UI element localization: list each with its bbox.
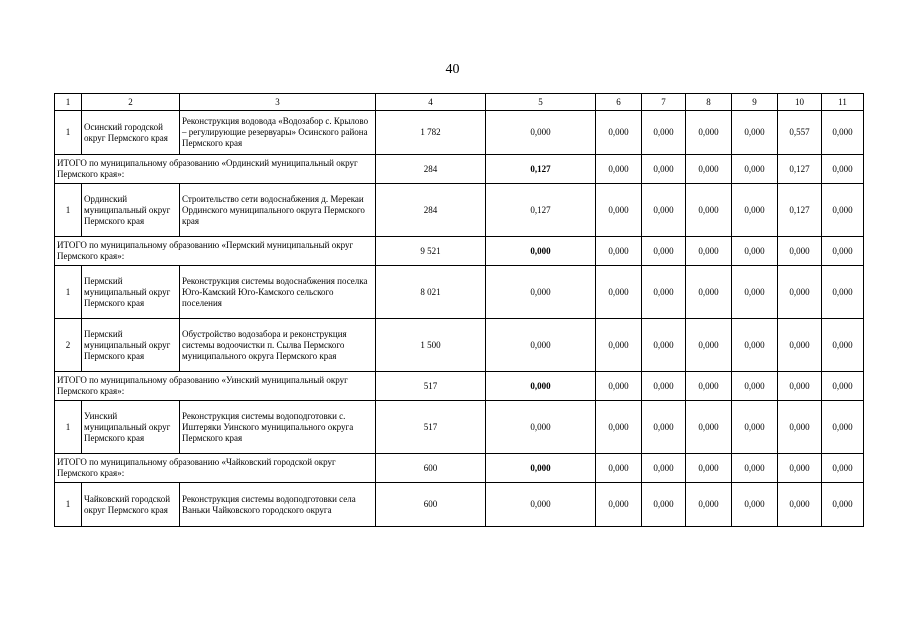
value-cell: 0,000 xyxy=(486,111,596,155)
value-cell: 0,000 xyxy=(486,372,596,401)
table-row xyxy=(55,266,864,319)
column-header: 3 xyxy=(180,94,376,111)
value-cell: 0,000 xyxy=(732,155,778,184)
object-cell: Реконструкция системы водоподготовки села Ваньки Чайковского городского округа xyxy=(180,483,376,527)
value-cell: 0,000 xyxy=(686,111,732,155)
value-cell: 0,000 xyxy=(778,319,822,372)
value-cell: 0,000 xyxy=(486,483,596,527)
row-number: 1 xyxy=(55,111,82,155)
value-cell: 0,000 xyxy=(822,155,864,184)
value-cell: 0,000 xyxy=(686,454,732,483)
column-header: 8 xyxy=(686,94,732,111)
total-row xyxy=(55,237,864,266)
municipality-cell: Ординский муниципальный округ Пермского края xyxy=(82,184,180,237)
object-cell: Реконструкция системы водоснабжения поселка Юго-Камский Юго-Камского сельского поселения xyxy=(180,266,376,319)
municipality-cell: Пермский муниципальный округ Пермского края xyxy=(82,319,180,372)
value-cell: 0,000 xyxy=(732,266,778,319)
value-cell: 0,000 xyxy=(732,111,778,155)
page-number: 40 xyxy=(445,62,460,77)
value-cell: 0,127 xyxy=(778,155,822,184)
value-cell: 0,000 xyxy=(778,483,822,527)
value-cell: 0,000 xyxy=(686,266,732,319)
value-cell: 0,000 xyxy=(642,111,686,155)
total-row xyxy=(55,454,864,483)
total-row xyxy=(55,372,864,401)
row-number: 2 xyxy=(55,319,82,372)
value-cell: 0,557 xyxy=(778,111,822,155)
table-row xyxy=(55,401,864,454)
value-cell: 0,000 xyxy=(596,401,642,454)
municipality-cell: Осинский городской округ Пермского края xyxy=(82,111,180,155)
value-cell: 0,000 xyxy=(732,319,778,372)
municipality-cell: Чайковский городской округ Пермского края xyxy=(82,483,180,527)
object-cell: Обустройство водозабора и реконструкция системы водоочистки п. Сылва Пермского муниципального округа Пермского края xyxy=(180,319,376,372)
value-cell: 284 xyxy=(376,155,486,184)
value-cell: 0,000 xyxy=(732,401,778,454)
value-cell: 0,000 xyxy=(732,237,778,266)
row-number: 1 xyxy=(55,401,82,454)
value-cell: 1 782 xyxy=(376,111,486,155)
total-row xyxy=(55,155,864,184)
value-cell: 0,000 xyxy=(486,266,596,319)
value-cell: 1 500 xyxy=(376,319,486,372)
column-header: 5 xyxy=(486,94,596,111)
value-cell: 8 021 xyxy=(376,266,486,319)
value-cell: 0,000 xyxy=(642,401,686,454)
object-cell: Строительство сети водоснабжения д. Мерекаи Ординского муниципального округа Пермского края xyxy=(180,184,376,237)
column-header: 10 xyxy=(778,94,822,111)
value-cell: 0,000 xyxy=(732,372,778,401)
value-cell: 0,000 xyxy=(686,184,732,237)
municipality-cell: Пермский муниципальный округ Пермского края xyxy=(82,266,180,319)
header-row xyxy=(55,94,864,111)
value-cell: 0,000 xyxy=(686,401,732,454)
value-cell: 0,000 xyxy=(822,454,864,483)
value-cell: 0,000 xyxy=(486,319,596,372)
column-header: 2 xyxy=(82,94,180,111)
value-cell: 0,000 xyxy=(642,266,686,319)
total-label: ИТОГО по муниципальному образованию «Ординский муниципальный округ Пермского края»: xyxy=(55,155,376,184)
table-row xyxy=(55,319,864,372)
value-cell: 9 521 xyxy=(376,237,486,266)
value-cell: 0,000 xyxy=(778,266,822,319)
value-cell: 0,000 xyxy=(732,454,778,483)
row-number: 1 xyxy=(55,266,82,319)
value-cell: 0,000 xyxy=(822,401,864,454)
row-number: 1 xyxy=(55,184,82,237)
value-cell: 0,000 xyxy=(778,372,822,401)
value-cell: 0,000 xyxy=(596,454,642,483)
value-cell: 0,000 xyxy=(822,483,864,527)
object-cell: Реконструкция системы водоподготовки с. Иштеряки Уинского муниципального округа Пермского края xyxy=(180,401,376,454)
value-cell: 0,127 xyxy=(486,155,596,184)
value-cell: 0,000 xyxy=(642,184,686,237)
value-cell: 0,000 xyxy=(778,454,822,483)
value-cell: 0,000 xyxy=(822,266,864,319)
value-cell: 0,000 xyxy=(686,155,732,184)
column-header: 11 xyxy=(822,94,864,111)
value-cell: 0,000 xyxy=(596,155,642,184)
table-row xyxy=(55,483,864,527)
value-cell: 600 xyxy=(376,454,486,483)
value-cell: 0,000 xyxy=(642,319,686,372)
total-label: ИТОГО по муниципальному образованию «Чайковский городской округ Пермского края»: xyxy=(55,454,376,483)
value-cell: 0,000 xyxy=(596,266,642,319)
value-cell: 0,127 xyxy=(486,184,596,237)
value-cell: 0,000 xyxy=(732,184,778,237)
value-cell: 0,000 xyxy=(596,237,642,266)
value-cell: 0,000 xyxy=(686,372,732,401)
value-cell: 0,000 xyxy=(596,111,642,155)
value-cell: 0,000 xyxy=(486,454,596,483)
value-cell: 0,000 xyxy=(642,237,686,266)
value-cell: 0,000 xyxy=(822,184,864,237)
value-cell: 284 xyxy=(376,184,486,237)
row-number: 1 xyxy=(55,483,82,527)
value-cell: 0,000 xyxy=(596,184,642,237)
value-cell: 0,000 xyxy=(486,237,596,266)
municipality-cell: Уинский муниципальный округ Пермского края xyxy=(82,401,180,454)
value-cell: 600 xyxy=(376,483,486,527)
column-header: 4 xyxy=(376,94,486,111)
total-label: ИТОГО по муниципальному образованию «Пермский муниципальный округ Пермского края»: xyxy=(55,237,376,266)
value-cell: 0,000 xyxy=(486,401,596,454)
object-cell: Реконструкция водовода «Водозабор с. Крылово – регулирующие резервуары» Осинского района Пермского края xyxy=(180,111,376,155)
value-cell: 0,000 xyxy=(822,319,864,372)
table-row xyxy=(55,111,864,155)
value-cell: 0,000 xyxy=(778,401,822,454)
value-cell: 0,000 xyxy=(596,483,642,527)
value-cell: 0,000 xyxy=(596,372,642,401)
column-header: 6 xyxy=(596,94,642,111)
column-header: 1 xyxy=(55,94,82,111)
column-header: 7 xyxy=(642,94,686,111)
value-cell: 0,000 xyxy=(642,155,686,184)
column-header: 9 xyxy=(732,94,778,111)
total-label: ИТОГО по муниципальному образованию «Уинский муниципальный округ Пермского края»: xyxy=(55,372,376,401)
value-cell: 0,000 xyxy=(822,372,864,401)
value-cell: 0,127 xyxy=(778,184,822,237)
value-cell: 0,000 xyxy=(732,483,778,527)
value-cell: 0,000 xyxy=(778,237,822,266)
value-cell: 0,000 xyxy=(822,237,864,266)
value-cell: 0,000 xyxy=(596,319,642,372)
value-cell: 517 xyxy=(376,372,486,401)
value-cell: 0,000 xyxy=(642,454,686,483)
value-cell: 0,000 xyxy=(822,111,864,155)
value-cell: 0,000 xyxy=(686,319,732,372)
value-cell: 0,000 xyxy=(642,372,686,401)
investment-table xyxy=(54,93,864,527)
value-cell: 0,000 xyxy=(686,483,732,527)
value-cell: 0,000 xyxy=(686,237,732,266)
value-cell: 517 xyxy=(376,401,486,454)
value-cell: 0,000 xyxy=(642,483,686,527)
table-row xyxy=(55,184,864,237)
